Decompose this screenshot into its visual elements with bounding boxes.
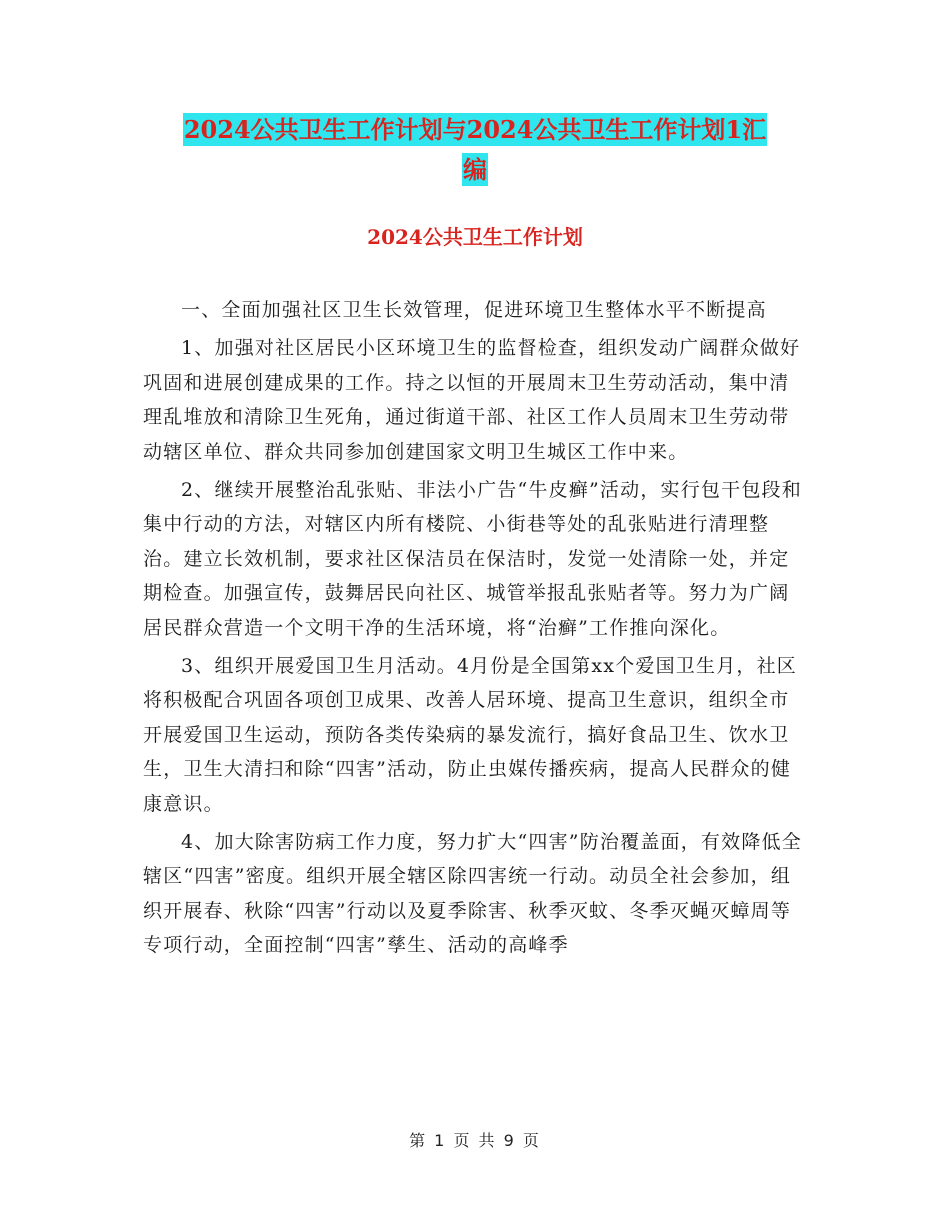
paragraph-heading: 一、全面加强社区卫生长效管理，促进环境卫生整体水平不断提高	[181, 299, 767, 321]
paragraph-item-4: 4、加大除害防病工作力度，努力扩大“四害”防治覆盖面，有效降低全辖区“四害”密度。组织开展全辖区除四害统一行动。动员全社会参加，组织开展春、秋除“四害”行动以及夏季除害、秋季灭蚊、冬季灭蝇灭蟑周等专项行动，全面控制“四害”孳生、活动的高峰季	[143, 830, 802, 956]
section-title: 2024公共卫生工作计划	[367, 225, 583, 249]
page-footer: 第 1 页 共 9 页	[409, 1131, 541, 1150]
paragraph-item-3: 3、组织开展爱国卫生月活动。4月份是全国第xx个爱国卫生月，社区将积极配合巩固各项创卫成果、改善人居环境、提高卫生意识，组织全市开展爱国卫生运动，预防各类传染病的暴发流行，搞好食品卫生、饮水卫生，卫生大清扫和除“四害”活动，防止虫媒传播疾病，提高人民群众的健康意识。	[143, 654, 798, 815]
paragraph-item-2: 2、继续开展整治乱张贴、非法小广告“牛皮癣”活动，实行包干包段和集中行动的方法，对辖区内所有楼院、小街巷等处的乱张贴进行清理整治。建立长效机制，要求社区保洁员在保洁时，发觉一处清除一处，并定期检查。加强宣传，鼓舞居民向社区、城管举报乱张贴者等。努力为广阔居民群众营造一个文明干净的生活环境，将“治癣”工作推向深化。	[143, 478, 802, 639]
paragraph-item-1: 1、加强对社区居民小区环境卫生的监督检查，组织发动广阔群众做好巩固和进展创建成果的工作。持之以恒的开展周末卫生劳动活动，集中清理乱堆放和清除卫生死角，通过街道干部、社区工作人员周末卫生劳动带动辖区单位、群众共同参加创建国家文明卫生城区工作中来。	[143, 337, 801, 463]
document-body	[143, 293, 807, 963]
document-title-line-2: 编	[463, 155, 487, 184]
document-title	[0, 110, 950, 190]
document-title-line-1: 2024公共卫生工作计划与2024公共卫生工作计划1汇	[183, 115, 767, 144]
